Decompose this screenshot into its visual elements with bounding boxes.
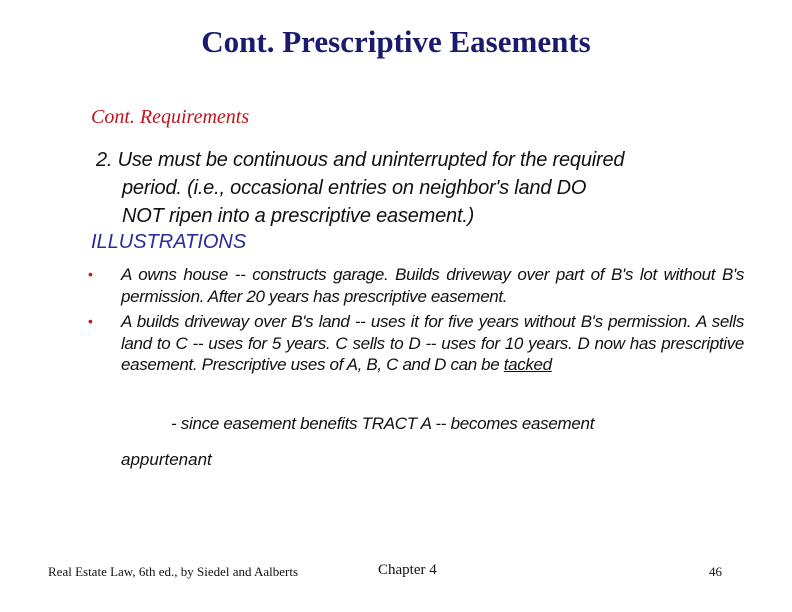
requirement-line: period. (i.e., occasional entries on neighbor's land DO	[122, 177, 587, 199]
footer-chapter: Chapter 4	[378, 562, 437, 578]
slide-title: Cont. Prescriptive Easements	[201, 24, 591, 59]
requirement-line: 2. Use must be continuous and uninterrupted for the required	[96, 149, 625, 171]
section-subtitle: Cont. Requirements	[91, 106, 250, 128]
page-number: 46	[709, 564, 722, 579]
requirement-line: NOT ripen into a prescriptive easement.)	[122, 205, 475, 227]
note-line: - since easement benefits TRACT A -- becomes easement	[171, 414, 595, 433]
underlined-term: tacked	[503, 355, 552, 374]
requirement-text	[96, 146, 776, 230]
bullet-text: A owns house -- constructs garage. Builds driveway over part of B's lot without B's permission. After 20 years has prescriptive easement.	[121, 265, 744, 306]
footer-source: Real Estate Law, 6th ed., by Siedel and Aalberts	[48, 564, 299, 579]
bullet-icon: •	[88, 313, 93, 329]
bullet-text	[121, 311, 744, 376]
note-line: appurtenant	[121, 450, 212, 469]
bullet-body: A builds driveway over B's land -- uses it for five years without B's permission. A sells land to C -- uses for 5 years. C sells to D -- uses for 10 years. D now has prescriptive easement. Prescriptive uses of A, B, C and D can be	[121, 312, 744, 374]
illustrations-heading: ILLUSTRATIONS	[91, 231, 247, 253]
bullet-icon: •	[88, 266, 93, 282]
